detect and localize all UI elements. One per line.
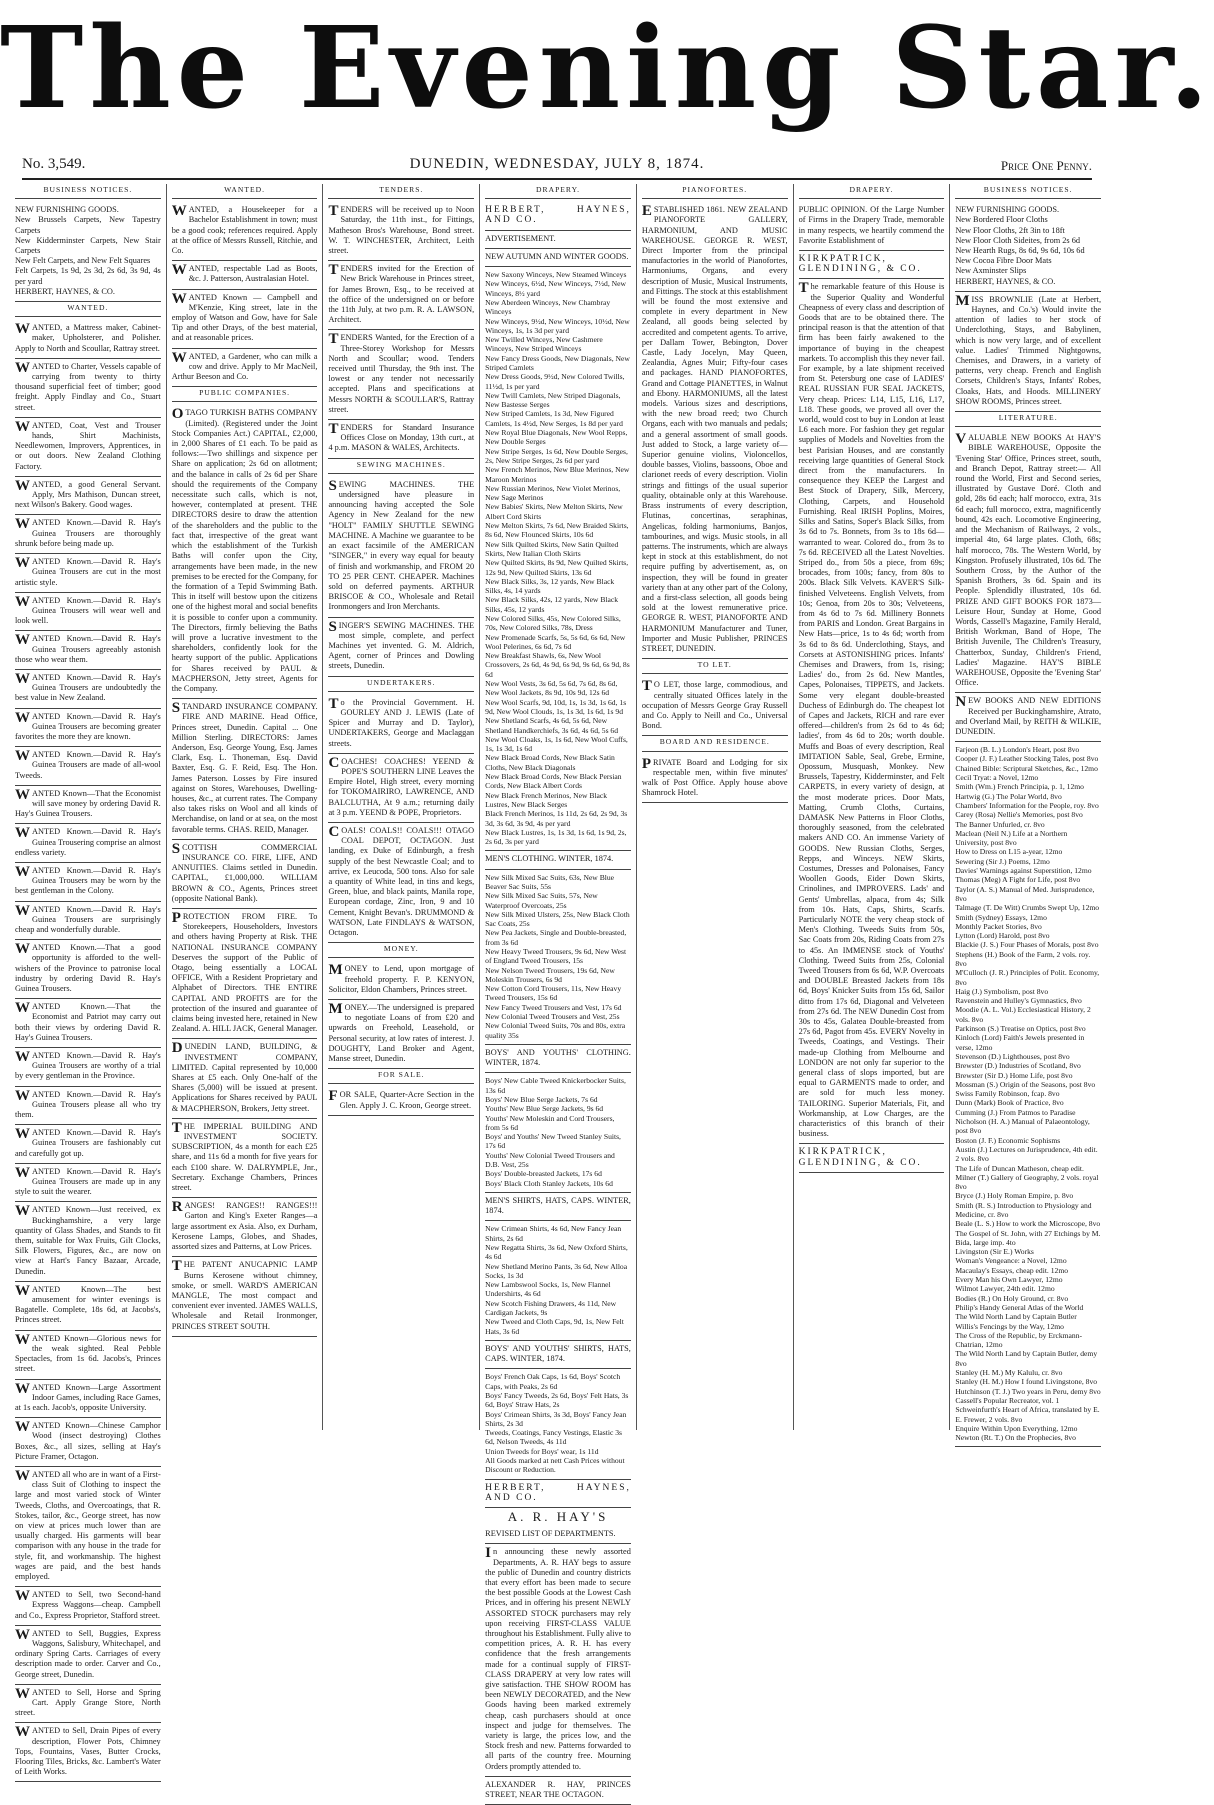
advertisement: DUNEDIN LAND, BUILDING, & INVESTMENT COMPANY, LIMITED. Capital represented by 10,000 Shares at £5 each. Only One-half of the Shares (5,000) will be issued at present. Applications for Shares received by PAUL & MACPHERSON, Brokers, Jetty street. [172,1039,318,1118]
advertisement: SEWING MACHINES. THE undersigned have pleasure in announcing having accepted the Sole Agency in New Zealand for the new "HOLT" FAMILY SHUTTLE SEWING MACHINE. A Machine we guarantee to be an exact facsimile of the AMERICAN "SINGER," in every way equal for beauty of finish and workmanship, and FROM 20 TO 25 PER CENT. CHEAPER. Machines sold on deferred payments. ARTHUR BRISCOE & CO., Wholesale and Retail Ironmongers and Iron Merchants. [328,477,474,618]
advertisement: WANTED Known—Large Assortment Indoor Games, including Race Games, at 1s each. Jacob's, opposite University. [15,1380,161,1419]
advertisement: HERBERT, HAYNES, AND CO. [485,202,631,230]
advertisement: VALUABLE NEW BOOKS At HAY'S BIBLE WAREHOUSE, Opposite the 'Evening Star' Office, Princes street, south, and Branch Depot, Rattray street:— All round the World, First and Second series, illustrated by Gustave Doré. Cloth and gold, 28s 6d each; half morocco, extra, 31s 6d each; full morocco, extra, magnificently bound, 42s each. Locomotive Engineering, and the Mechanism of Railways, 2 vols., imperial 4to, 64 large plates. Cloth, 68s; half morocco, 78s. The Western World, by Kingston. Profusely illustrated, 10s 6d. The Southern Cross, by the Author of the Spanish Brothers, 3s 6d. Spain and its People. Splendidly illustrated, 10s 6d. PRIZE AND GIFT BOOKS FOR 1873— Leisure Hour, Sunday at Home, Good Words, Cassell's Magazine, Family Herald, British Workman, Band of Hope, The British Juvenile, The Children's Treasury, Chatterbox, Sunday, Children's Friend, Ladies' Magazine. HAY'S BIBLE WAREHOUSE, Opposite the 'Evening Star' Office. [955,430,1101,693]
goods-list: New Saxony Winceys, New Steamed Winceys New Winceys, 6½d, New Winceys, 7½d, New Winceys, 8½ yard New Aberdeen Winceys, New Chambray Winceys New Winceys, 9½d, New Winceys, 10½d, New Winceys, 1s, 1s 3d per yard New Twilled Winceys, New Cashmere Winceys, New Striped Winceys New Fancy Dress Goods, New Diagonals, New Striped Camlets New Dress Goods, 9½d, New Colored Twills, 11½d, 1s per yard New Twill Camlets, New Striped Diagonals, New Bastesse Serges New Striped Camlets, 1s 3d, New Figured Camlets, 1s 4½d, New Serges, 1s 8d per yard New Royal Blue Diagonals, New Wool Repps, New Double Serges New Stripe Serges, 1s 6d, New Double Serges, 2s, New Stripe Serges, 2s 6d per yard New French Merinos, New Blue Merinos, New Maroon Merinos New Russian Merinos, New Violet Merinos, New Sage Merinos New Babies' Skirts, New Melton Skirts, New Albert Cord Skirts New Melton Skirts, 7s 6d, New Braided Skirts, 8s 6d, New Flounced Skirts, 10s 6d New Silk Quilted Skirts, New Satin Quilted Skirts, New Italian Cloth Skirts New Quilted Skirts, 8s 9d, New Quilted Skirts, 12s 9d, New Quilted Skirts, 13s 6d New Black Silks, 3s, 12 yards, New Black Silks, 4s, 14 yards New Black Silks, 42s, 12 yards, New Black Silks, 45s, 12 yards New Colored Silks, 45s, New Colored Silks, 70s, New Colored Silks, 78s, Dress New Promenade Scarfs, 5s, 5s 6d, 6s 6d, New Wool Pelerines, 6s 6d, 7s 6d New Breakfast Shawls, 6s, New Wool Crossovers, 2s 6d, 4s 9d, 6s 9d, 9s 6d, 6s 9d, 8s 6d New Wool Vests, 3s 6d, 5s 6d, 7s 6d, 8s 6d, New Wool Jackets, 8s 9d, 10s 9d, 12s 6d New Wool Scarfs, 9d, 10d, 1s, 1s 3d, 1s 6d, 1s 9d, New Wool Clouds, 1s, 1s 3d, 1s 6d, 1s 9d New Shetland Scarfs, 4s 6d, 5s 6d, New Shetland Handkerchiefs, 3s 6d, 4s 6d, 5s 6d New Wool Cloaks, 1s, 1s 6d, New Wool Cuffs, 1s, 1s 3d, 1s 6d New Black Broad Cords, New Black Satin Cloths, New Black Diagonals New Black Broad Cords, New Black Persian Cords, New Black Albert Cords New Black French Merinos, New Black Lustres, New Black Serges Black French Merinos, 1s 11d, 2s 6d, 2s 9d, 3s 3d, 3s 6d, 3s 9d, 4s per yard New Black Lustres, 1s, 1s 3d, 1s 6d, 1s 9d, 2s, 2s 6d, 3s per yard [485,267,631,851]
section-header: WANTED. [15,302,161,317]
advertisement: FOR SALE, Quarter-Acre Section in the Glen. Apply J. C. Kroon, George street. [328,1087,474,1115]
goods-list: New Crimean Shirts, 4s 6d, New Fancy Jean Shirts, 2s 6d New Regatta Shirts, 3s 6d, New Oxford Shirts, 4s 6d New Shetland Merino Pants, 3s 6d, New Alloa Socks, 1s 3d New Lambswool Socks, 1s, New Flannel Undershirts, 4s 6d New Scotch Fishing Drawers, 4s 11d, New Cardigan Jackets, 9s New Tweed and Cloth Caps, 9d, 1s, New Felt Hats, 3s 6d [485,1221,631,1341]
advertisement: MONEY to Lend, upon mortgage of freehold property. F. P. KENYON, Solicitor, Eldon Chambers, Princes street. [328,961,474,1000]
issue-number: No. 3,549. [22,156,86,172]
advertisement: WANTED all who are in want of a First-class Suit of Clothing to inspect the large and most varied stock of Winter Tweeds, Cloths, and Overcoatings, that R. Stokes, tailor, &c., George street, has now on view at prices much lower than are usually charged. His garments will bear comparison with any house in the trade for style, fit, and workmanship. The highest wages are paid, and the best hands employed. [15,1467,161,1587]
goods-list: Farjeon (B. L.) London's Heart, post 8vo Cooper (J. F.) Leather Stocking Tales, post 8vo Chained Bible: Scriptural Sketches, &c., 12mo Cecil Tryat: a Novel, 12mo Smith (Wm.) French Principia, p. 1, 12mo Hartwig (G.) The Polar World, 8vo Chambers' Information for the People, roy. 8vo Carey (Rosa) Nellie's Memories, post 8vo The Banner Unfurled, cr. 8vo Maclean (Neil N.) Life at a Northern University, post 8vo How to Dress on L15 a-year, 12mo Sewering (Sir J.) Poems, 12mo Davies' Warnings against Superstition, 12mo Thomas (Meg) A Fight for Life, post 8vo Taylor (A. S.) Manual of Med. Jurisprudence, 8vo Talmage (T. De Witt) Crumbs Swept Up, 12mo Smith (Sydney) Essays, 12mo Monthly Packet Stories, 8vo Lytton (Lord) Harold, post 8vo Blackie (J. S.) Four Phases of Morals, post 8vo Stephens (H.) Book of the Farm, 2 vols. roy. 8vo M'Culloch (J. R.) Principles of Polit. Economy, 8vo Haig (J.) Symbolism, post 8vo Ravenstein and Hulley's Gymnastics, 8vo Moodie (A. L. Vol.) Ecclesiastical History, 2 vols. 8vo Parkinson (S.) Treatise on Optics, post 8vo Kinloch (Lord) Faith's Jewels presented in verse, 12mo Stevenson (D.) Lighthouses, post 8vo Brewster (D.) Industries of Scotland, 8vo Brewster (Sir D.) Home Life, post 8vo Mossman (S.) Origin of the Seasons, post 8vo Swiss Family Robinson, fcap. 8vo Dunn (Mark) Book of Practice, 8vo Cumming (J.) From Patmos to Paradise Nicholson (H. A.) Manual of Palaeontology, post 8vo Boston (J. F.) Economic Sophisms Austin (J.) Lectures on Jurisprudence, 4th edit. 2 vols. 8vo The Life of Duncan Matheson, cheap edit. Milner (T.) Gallery of Geography, 2 vols. royal 8vo Bryce (J.) Holy Roman Empire, p. 8vo Smith (R. S.) Introduction to Physiology and Medicine, cr. 8vo Beale (L. S.) How to work the Microscope, 8vo The Gospel of St. John, with 27 Etchings by M. Bida, large imp. 4to Livingston (Sir E.) Works Woman's Vengeance: a Novel, 12mo Macaulay's Essays, cheap edit. 12mo Every Man his Own Lawyer, 12mo Wilmot Lawyer, 24th edit. 12mo Bodies (R.) On Holy Ground, cr. 8vo Philip's Handy General Atlas of the World The Wild North Land by Captain Butler Willis's Fencings by the Way, 12mo The Cross of the Republic, by Erckmann-Chatrian, 12mo The Wild North Land by Captain Butler, demy 8vo Stanley (H. M.) My Kalulu, cr. 8vo Stanley (H. M.) How I found Livingstone, 8vo Hutchinson (T. J.) Two years in Peru, demy 8vo Cassell's Popular Recreator, vol. 1 Schweinfurth's Heart of Africa, translated by E. E. Frewer, 2 vols. 8vo Enquire Within Upon Everything, 12mo Newton (Rt. T.) On the Prophecies, 8vo [955,742,1101,1447]
section-header: WANTED. [172,184,318,199]
advertisement: WANTED to Sell, Buggies, Express Waggons, Salisbury, Whitechapel, and ordinary Spring Carts. Carriages of every description made to order. Carver and Co., George street, Dunedin. [15,1626,161,1685]
newspaper-title: The Evening Star. [0,3,1214,134]
advertisement: WANTED Known — Campbell and M'Kenzie, King street, late in the employ of Watson and Gow, have for Sale Tip and other Drays, of the best material, and at reasonable prices. [172,290,318,349]
advertisement: SINGER'S SEWING MACHINES. THE most simple, complete, and perfect Machines yet invented. G. M. Aldrich, Agent, corner of Princes and Dowling streets, Dunedin. [328,618,474,677]
advertisement: TENDERS for Standard Insurance Offices Close on Monday, 13th curt., at 4 p.m. MASON & WALES, Architects. [328,420,474,459]
advertisement: WANTED Known.—David R. Hay's Guinea Trousers are becoming greater favorites the more they are known. [15,709,161,748]
column-6 [794,184,951,1430]
column-3 [323,184,480,1430]
advertisement: ADVERTISEMENT. [485,231,631,249]
advertisement: WANTED Known.—David R. Hay's Guinea Trousers are made up in any style to suit the wearer. [15,1164,161,1203]
advertisement: ALEXANDER R. HAY, PRINCES STREET, NEAR THE OCTAGON. [485,1777,631,1805]
advertisement: WANTED Known.—David R. Hay's Guinea Trousers are thoroughly shrunk before being made up. [15,515,161,554]
advertisement: TENDERS invited for the Erection of New Brick Warehouse in Princes street, for James Brown, Esq., to be received at the office of the undersigned on or before the 11th July, at two p.m. R. A. LAWSON, Architect. [328,261,474,330]
advertisement: STANDARD INSURANCE COMPANY. FIRE AND MARINE. Head Office, Princes street, Dunedin. Capital ... One Million Sterling. DIRECTORS: James Anderson, Esq. George Young, Esq. James Clark, Esq. L. Thoneman, Esq. David Baxter, Esq. G. F. Reid, Esq. The Hon. James Paterson. Losses by Fire insured against on Stores, Warehouses, Dwelling-houses, &c., at current rates. The Company also takes risks on Wool and all kinds of Merchandise, on land or at sea, on the most favorable terms. CHAS. REID, Manager. [172,699,318,840]
advertisement: WANTED Known.—David R. Hay's Guinea Trousers please all who try them. [15,1087,161,1126]
advertisement: WANTED Known—Just received, ex Buckinghamshire, a very large quantity of Glass Shades, and Stands to fit them, suitable for Wax Fruits, Gilt Clocks, Silk Flowers, Figures, &c., are now on view at Hart's Fancy Bazaar, Arcade, Dunedin. [15,1202,161,1281]
section-header: UNDERTAKERS. [328,677,474,692]
section-header: TENDERS. [328,184,474,199]
advertisement: COACHES! COACHES! YEEND & POPE'S SOUTHERN LINE Leaves the Empire Hotel, High street, every morning for TOKOMAIRIRO, LAWRENCE, AND BALCLUTHA, At 9 a.m.; returning daily at 3 p.m. YEEND & POPE, Proprietors. [328,754,474,823]
column-5 [637,184,794,1430]
newspaper-columns [10,184,1106,1800]
advertisement: WANTED Known.—David R. Hay's Guinea Trousers are surprisingly cheap and wonderfully durable. [15,902,161,941]
goods-list: Boys' New Cable Tweed Knickerbocker Suits, 13s 6d Boys' New Blue Serge Jackets, 7s 6d Youths' New Blue Serge Jackets, 9s 6d Youths' New Moleskin and Cord Trousers, from 5s 6d Boys' and Youths' New Tweed Stanley Suits, 17s 6d Youths' New Colonial Tweed Trousers and D.B. Vest, 25s Boys' Double-breasted Jackets, 17s 6d Boys' Black Cloth Stanley Jackets, 10s 6d [485,1073,631,1193]
advertisement: NEW AUTUMN AND WINTER GOODS. [485,249,631,267]
advertisement: NEW FURNISHING GOODS. New Bordered Floor Cloths New Floor Cloths, 2ft 3in to 18ft New Floor Cloth Sideites, from 2s 6d New Hearth Rugs, 8s 6d, 9s 6d, 10s 6d New Cocoa Fibre Door Mats New Axminster Slips HERBERT, HAYNES, & CO. [955,202,1101,292]
advertisement: WANTED, a good General Servant. Apply, Mrs Mathison, Duncan street, next Wilson's Bakery. Good wages. [15,477,161,516]
column-7 [950,184,1106,1443]
goods-list: New Silk Mixed Sac Suits, 63s, New Blue Beaver Sac Suits, 55s New Silk Mixed Sac Suits, 57s, New Waterproof Overcoats, 25s New Silk Mixed Ulsters, 25s, New Black Cloth Sac Coats, 25s New Pea Jackets, Single and Double-breasted, from 3s 6d New Heavy Tweed Trousers, 9s 6d, New West of England Tweed Trousers, 15s New Nelson Tweed Trousers, 19s 6d, New Moleskin Trousers, 6s 9d New Cotton Cord Trousers, 11s, New Heavy Tweed Trousers, 15s 6d New Fancy Tweed Trousers and Vest, 17s 6d New Colonial Tweed Trousers and Vest, 25s New Colonial Tweed Suits, 70s and 80s, extra quality 35s [485,870,631,1045]
masthead [0,0,1214,150]
advertisement: BOYS' AND YOUTHS' CLOTHING. WINTER, 1874. [485,1045,631,1073]
section-header: BOARD AND RESIDENCE. [642,736,788,751]
advertisement: MEN'S CLOTHING. WINTER, 1874. [485,851,631,869]
advertisement: WANTED Known.—David R. Hay's Guinea Trousers are fashionably cut and carefully got up. [15,1125,161,1164]
advertisement: WANTED to Sell, Drain Pipes of every description, Flower Pots, Chimney Tops, Fountains, Vases, Butter Crocks, Flooring Tiles, Bricks, &c. Lambert's Water of Leith Works. [15,1723,161,1782]
section-header: PUBLIC COMPANIES. [172,387,318,402]
advertisement: WANTED Known.—David R. Hay's Guinea Trousers are cut in the most artistic style. [15,554,161,593]
advertisement: The remarkable feature of this House is the Superior Quality and Wonderful Cheapness of every class and description of Goods that are to be obtained there. The principal reason is that the attention of that firm has been fairly awakened to the importance of buying in the cheapest markets. To accomplish this they never fail. For example, by a late shipment received from St. Petersburg one case of LADIES' REAL RUSSIAN FUR SEAL JACKETS, Very cheap. Prices: L14, L15, L16, L17, L18. These goods, we proved all over the world, would cost to buy in London at least L6 each more. For fashion they get regular supplies of Models and Novelties from the best Parisian Houses, and are constantly receiving large quantities of General Stock direct from the manufacturers. In consequence they KEEP the Largest and Best Stock of Drapery, Silk, Mercery, Clothing, Carpets, and Household Furnishing. Real IRISH Poplins, Moires, Silks and Satins, Soper's Black Silks, from 3s 6d to 7s. Bonnets, from 3s to 18s 6d—warranted to wear. Colored do., from 3s to 7s 6d. RECEIVED all the Latest Novelties. Striped do., from 50s a piece, from 69s; brocades, from 100s; fancy, from 80s to 200s. Black Silk Velvets. KAVER'S Silk-finished Velveteens. English Velvets, from 10s; Genoa, from 20s to 30s; Velveteens, from 4s 6d to 7s 6d. Millinery Bonnets from PARIS and London. Great Bargains in New Hats—price, 1s to 4s 6d; worth from 3s 6d to 8s 6d. Underclothing, Stays, and Corsets at ASTONISHING prices. Infants' Chemises and Drawers, from 1s, rising; Ladies' do., from 2s 6d. New Mantles, Capes, Polonaises, TIPPETS, and Jackets. Some very elegant double-breasted Duchess of Edinburgh do. The cheapest lot of Capes and Jackets, RICH and rare ever offered—children's from 2s 6d to 4s 6d; ladies', from 4s 6d to 20s; worth double. Muffs and Boas of every description, Real IMITATION Sable, Seal, Grebe, Ermine, Opossum, Musquash, Monkey. New Brussels, Tapestry, Kidderminster, and Felt CARPETS, in every variety of design, at the most moderate prices. Door Mats, Matting, Crumb Cloths, Curtains, DAMASK New Patterns in Floor Cloths, thoroughly seasoned, from the celebrated makers AND CO. An immense Variety of GOODS. New Russian Cloths, Serges, Repps, and Winceys. NEW Skirts, Costumes, Dresses and Polonaises, Fancy Woollen Goods, Eider Down Skirts, Crinolines, and IMPROVERS. Lads' and Gents' Umbrellas, alpaca, from 4s; Silk from 10s. Hats, Caps, Shirts, Scarfs. Particularly NOTE the very cheap stock of Men's Clothing. Tweeds Suits from 50s, Sac Coats from 20s, Riding Coats from 27s to 45s. An IMMENSE stock of Youths' Clothing. Tweed Suits from 25s, Colonial Tweed Trousers from 6s 6d, W.P. Overcoats and DOUBLE Breasted Jackets from 18s 6d, Boys' Knicker Suits from 15s 6d, Sailor ditto from 17s 6d, Diagonal and Velveteen from 27s 6d. The NEW Dunedin Cost from 30s to 45s, Galatea Double-breasted from 27s 6d, Pagot from 45s. EVERY Novelty in Tweeds, Coatings, and Vestings. Their made-up Clothing from Melbourne and LONDON are not only far superior to the general class of slops imported, but are equal to GARMENTS made to order, and are sold for much less money. TAILORING. Superior Materials, Fit, and Workmanship, at Low Charges, are the characteristics of this branch of their business. [799,279,945,1144]
advertisement: WANTED Known—Glorious news for the weak sighted. Real Pebble Spectacles, from 1s 6d. Jacobs's, Princes street. [15,1331,161,1380]
advertisement: WANTED Known.—David R. Hay's Guinea Trousers will wear well and look well. [15,593,161,632]
column-1 [10,184,167,1777]
advertisement: WANTED to Charter, Vessels capable of carrying from twenty to thirty thousand superficial feet of timber; good freight. Apply Findlay and Co., Stuart street. [15,359,161,418]
advertisement: WANTED Known—That the Economist will save money by ordering David R. Hay's Guinea Trousers. [15,786,161,825]
goods-list: Boys' French Oak Caps, 1s 6d, Boys' Scotch Caps, with Peaks, 2s 6d Boys' Fancy Tweeds, 2s 6d, Boys' Felt Hats, 3s 6d, Boys' Straw Hats, 2s Boys' Crimean Shirts, 3s 3d, Boys' Fancy Jean Shirts, 2s 3d Tweeds, Coatings, Fancy Vestings, Elastic 3s 6d, Nelson Tweeds, 4s 11d Union Tweeds for Boys' wear, 1s 11d All Goods marked at nett Cash Prices without Discount or Reduction. [485,1369,631,1479]
advertisement: PRIVATE Board and Lodging for six respectable men, within five minutes' walk of Post Office. Apply house above Shamrock Hotel. [642,755,788,804]
advertisement: WANTED Known.—David R. Hay's Guinea Trousers are worthy of a trial by every gentleman in the Province. [15,1048,161,1087]
advertisement: TENDERS Wanted, for the Erection of a Three-Storey Workshop for Messrs North and Scoullar; wood. Tenders received until Thursday, the 9th inst. The lowest or any tender not necessarily accepted. Plans and specifications at Messrs NORTH & SCOULLAR'S, Rattray street. [328,330,474,420]
advertisement: MEN'S SHIRTS, HATS, CAPS. WINTER, 1874. [485,1193,631,1221]
column-2 [167,184,324,1430]
section-header: FOR SALE. [328,1069,474,1084]
advertisement: WANTED to Sell, two Second-hand Express Waggons—cheap. Campbell and Co., Express Proprietor, Stafford street. [15,1587,161,1626]
advertisement: COALS! COALS!! COALS!!! OTAGO COAL DEPOT, OCTAGON. Just landing, ex Duke of Edinburgh, a fresh supply of the best Newcastle Coal; and to arrive, ex Leucoda, 500 tons. Also for sale a quantity of White lead, in tins and kegs, Green, blue, and black paints, Manila rope, European cordage, Zinc, Iron, 9 and 10 Cement, Knight Bevan's. DRUMMOND & WATSON, Late FINDLAYS & WATSON, Octagon. [328,823,474,943]
advertisement: THE IMPERIAL BUILDING AND INVESTMENT SOCIETY. SUBSCRIPTION, 4s a month for each £25 share, and 11s 6d a month for five years for each £100 share. W. DALRYMPLE, Jnr., Secretary. Exchange Chambers, Princes street. [172,1119,318,1198]
advertisement: HERBERT, HAYNES, AND CO. [485,1480,631,1508]
section-header: TO LET. [642,659,788,674]
issue-date: DUNEDIN, WEDNESDAY, JULY 8, 1874. [409,156,705,172]
advertisement: In announcing these newly assorted Departments, A. R. HAY begs to assure the public of Dunedin and country districts that every effort has been made to secure the best possible Goods at the Lowest Cash Prices, and in offering his present NEWLY ASSORTED STOCK purchasers may rely upon receiving FIRST-CLASS VALUE throughout his Establishment. Fully alive to competition prices, A. R. H. has every confidence that the fresh arrangements made for a continual supply of FIRST-CLASS DRAPERY at very low rates will give satisfaction. THE SHOW ROOM has been NEWLY DECORATED, and the New Goods having been marked extremely cheap, cash purchasers should at once inspect and judge for themselves. The variety is large, the prices low, and the Stock fresh and new. Patterns forwarded to all parts of the country free. Mourning Orders promptly attended to. [485,1544,631,1776]
advertisement: WANTED, a Mattress maker, Cabinet-maker, Upholsterer, and Polisher. Apply to North and Scoullar, Rattray street. [15,320,161,359]
section-header: BUSINESS NOTICES. [15,184,161,199]
advertisement: WANTED Known.—David R. Hay's Guinea Trousers agreeably astonish those who wear them. [15,631,161,670]
advertisement: MISS BROWNLIE (Late at Herbert, Haynes, and Co.'s) Would invite the attention of ladies to her stock of Underclothing, Stays, and Babylinen, which is now very large, and of excellent value. Ladies' Trimmed Nightgowns, Chemises, and Drawers, in a variety of patterns, very cheap. French and English Corsets, Children's Stays, Infants' Robes, Cloaks, Hats, and Hoods. MILLINERY SHOW ROOMS, Princes street. [955,292,1101,412]
advertisement: WANTED Known.—That the Economist and Patriot may carry out both their views by ordering David R. Hay's Guinea Trousers. [15,999,161,1048]
advertisement: WANTED Known.—That a good opportunity is afforded to the well-wishers of the Province to patronise local industry by ordering David R. Hay's Guinea Trousers. [15,940,161,999]
advertisement: WANTED Known.—David R. Hay's Guinea Trousering comprise an almost endless variety. [15,824,161,863]
advertisement: WANTED, a Housekeeper for a Bachelor Establishment in town; must be a good cook; references required. Apply at the office of Messrs Russell, Ritchie, and Co. [172,202,318,261]
advertisement: THE PATENT ANUCAPNIC LAMP Burns Kerosene without chimney, smoke, or smell. WARD'S AMERICAN MANGLE, The most compact and convenient ever invented. JAMES WALLS, Wholesale and Retail Ironmonger, PRINCES STREET SOUTH. [172,1257,318,1336]
advertisement: RANGES! RANGES!! RANGES!!! Garton and King's Exeter Ranges—a large assortment ex Asia. Also, ex Durham, Kerosene Lamps, Globes, and Shades, assorted sizes and Patterns, at Low Prices. [172,1198,318,1257]
section-header: DRAPERY. [799,184,945,199]
column-4 [480,184,637,1800]
advertisement: PROTECTION FROM FIRE. To Storekeepers, Householders, Investors and others having Property at Risk. THE NATIONAL INSURANCE COMPANY Deserves the support of the Public of Otago, being essentially a LOCAL OFFICE, With a Resident Proprietary and Alphabet of Directors. THE ENTIRE CAPITAL AND PROFITS are for the protection of the insured and guarantee of claims being invested here, retained in New Zealand. A. HILL JACK, General Manager. [172,909,318,1039]
advertisement: WANTED Known—The best amusement for winter evenings is Bagatelle. Complete, 18s 6d, at Jacobs's, Princes street. [15,1282,161,1331]
section-header: MONEY. [328,943,474,958]
advertisement: WANTED Known—Chinese Camphor Wood (insect destroying) Clothes Boxes, &c., all sizes, selling at Hay's Picture Framer, Octagon. [15,1418,161,1467]
section-header: LITERATURE. [955,412,1101,427]
section-header: PIANOFORTES. [642,184,788,199]
display-heading: A. R. HAY'S [507,1508,609,1524]
dateline [22,156,1092,180]
advertisement: WANTED, respectable Lad as Boots, &c. J. Patterson, Australasian Hotel. [172,261,318,289]
advertisement: MONEY.—The undersigned is prepared to negotiate Loans of from £20 and upwards on Freehold, Leasehold, or Personal security, at low rates of interest. J. DOUGHTY, Land Broker and Agent, Manse street, Dunedin. [328,1000,474,1069]
section-header: BUSINESS NOTICES. [955,184,1101,199]
advertisement: WANTED, Coat, Vest and Trouser hands, Shirt Machinists, Needlewomen, Improvers, Apprentices, in or out doors. New Zealand Clothing Factory. [15,418,161,477]
advertisement: WANTED, a Gardener, who can milk a cow and drive. Apply to Mr MacNeil, Arthur Beeson and Co. [172,349,318,388]
advertisement: To the Provincial Government. H. GOURLEY AND J. LEWIS (Late of Spicer and Murray and D. Taylor), UNDERTAKERS, George and Maclaggan streets. [328,695,474,754]
advertisement: REVISED LIST OF DEPARTMENTS. [485,1526,631,1544]
advertisement: WANTED Known.—David R. Hay's Guinea Trousers may be worn by the best gentleman in the Colony. [15,863,161,902]
section-header: SEWING MACHINES. [328,459,474,474]
advertisement: KIRKPATRICK, GLENDINING, & CO. [799,1144,945,1172]
advertisement: KIRKPATRICK, GLENDINING, & CO. [799,251,945,279]
advertisement: OTAGO TURKISH BATHS COMPANY (Limited). (Registered under the Joint Stock Companies Act.) CAPITAL, £2,000, in 2,000 Shares of £1 each. To be paid as follows:—Two shillings and sixpence per Share on application; 2s 6d on allotment; and the balance in calls of 2s 6d per Share should the requirements of the Company necessitate such calls, which is not, however, contemplated at present. THE DIRECTORS desire to draw the attention of the shareholders and the public to the fact that, irrespective of the great want which the establishment of the Turkish Baths will confer upon the City, arrangements have been made, in the new premises to be erected for the Company, for the formation of a Tepid Swimming Bath. This in itself will bestow upon the citizens one of the highest moral and social benefits it is possible to confer upon a community. The Directors, firmly believing the Baths will prove a lucrative investment to the shareholders, confidently look for the hearty support of the public. Applications for Shares received by PAUL & MACPHERSON, Jetty street, Agents for the Company. [172,405,318,699]
advertisement: WANTED Known.—David R. Hay's Guinea Trousers are undoubtedly the best value in New Zealand. [15,670,161,709]
advertisement: TO LET, those large, commodious, and centrally situated Offices lately in the occupation of Messrs George Gray Russell and Co. Apply to Neill and Co., Universal Bond. [642,677,788,736]
advertisement: PUBLIC OPINION. Of the Large Number of Firms in the Drapery Trade, memorable in many respects, we heartily commend the Favorite Establishment of [799,202,945,251]
issue-price: Price One Penny. [1000,158,1092,173]
advertisement: SCOTTISH COMMERCIAL INSURANCE CO. FIRE, LIFE, AND ANNUITIES. Claims settled in Dunedin. CAPITAL, £1,000,000. WILLIAM BROWN & CO., Agents, Princes street (opposite National Bank). [172,840,318,909]
advertisement: NEW FURNISHING GOODS. New Brussels Carpets, New Tapestry Carpets New Kidderminster Carpets, New Stair Carpets New Felt Carpets, and New Felt Squares Felt Carpets, 1s 9d, 2s 3d, 2s 6d, 3s 9d, 4s per yard HERBERT, HAYNES, & CO. [15,202,161,302]
advertisement: TENDERS will be received up to Noon Saturday, the 11th inst., for Fittings, Matheson Bros's Warehouse, Bond street. W. T. WINCHESTER, Architect, Leith street. [328,202,474,261]
advertisement: WANTED to Sell, Horse and Spring Cart. Apply Grange Store, North street. [15,1685,161,1724]
advertisement: ESTABLISHED 1861. NEW ZEALAND PIANOFORTE GALLERY, HARMONIUM, AND MUSIC WAREHOUSE. GEORGE R. WEST, Direct Importer from the principal manufactories in the world of Pianofortes, Harmoniums, Organs, and every description of Music, Musical Instruments, and Fittings. The stock at this establishment will be found the most extensive and complete in every department in New Zealand, all goods being selected by accredited and competent agents. To arrive, per Dallam Tower, Bebington, Dover Castle, Lady Jocelyn, May Queen, Zealandia, Agnes Muir; Fifty-four cases and packages. HAND PIANOFORTES, Grand and Cottage PIANETTES, in Walnut and Ebony. HARMONIUMS, all the latest models. Various sizes and descriptions, with the new broad reed; two Church Organs, each with two manuals and pedals; and a general assortment of small goods. Just added to Stock, a large variety of—Superior genuine violins, Violoncellos, double basses, Violins, bassoons, Oboe and clarionet reeds of every description. Violin strings and fittings of the usual superior quality, obtainable only at this Warehouse. Brass instruments of every description, Flutinas, concertinas, seraphinas, Angelicas, folding harmoniums, Banjos, tambourines, and wigs. Music stools, in all patterns. The instruments, which are always kept in stock at this establishment, do not require puffing by advertisement, as, on inspection, they will be found in greater variety than at any other part of the Colony, and a first-class selection, all goods being sold at the lowest remunerative price. GEORGE R. WEST, PIANOFORTE AND HARMONIUM Manufacturer and Tuner, Importer and Music Publisher, PRINCES STREET, DUNEDIN. [642,202,788,659]
advertisement: BOYS' AND YOUTHS' SHIRTS, HATS, CAPS. WINTER, 1874. [485,1341,631,1369]
section-header: DRAPERY. [485,184,631,199]
advertisement: WANTED Known.—David R. Hay's Guinea Trousers are made of all-wool Tweeds. [15,747,161,786]
advertisement: NEW BOOKS AND NEW EDITIONS Received per Buckinghamshire, Atrato, and Overland Mail, by REITH & WILKIE, DUNEDIN. [955,693,1101,742]
